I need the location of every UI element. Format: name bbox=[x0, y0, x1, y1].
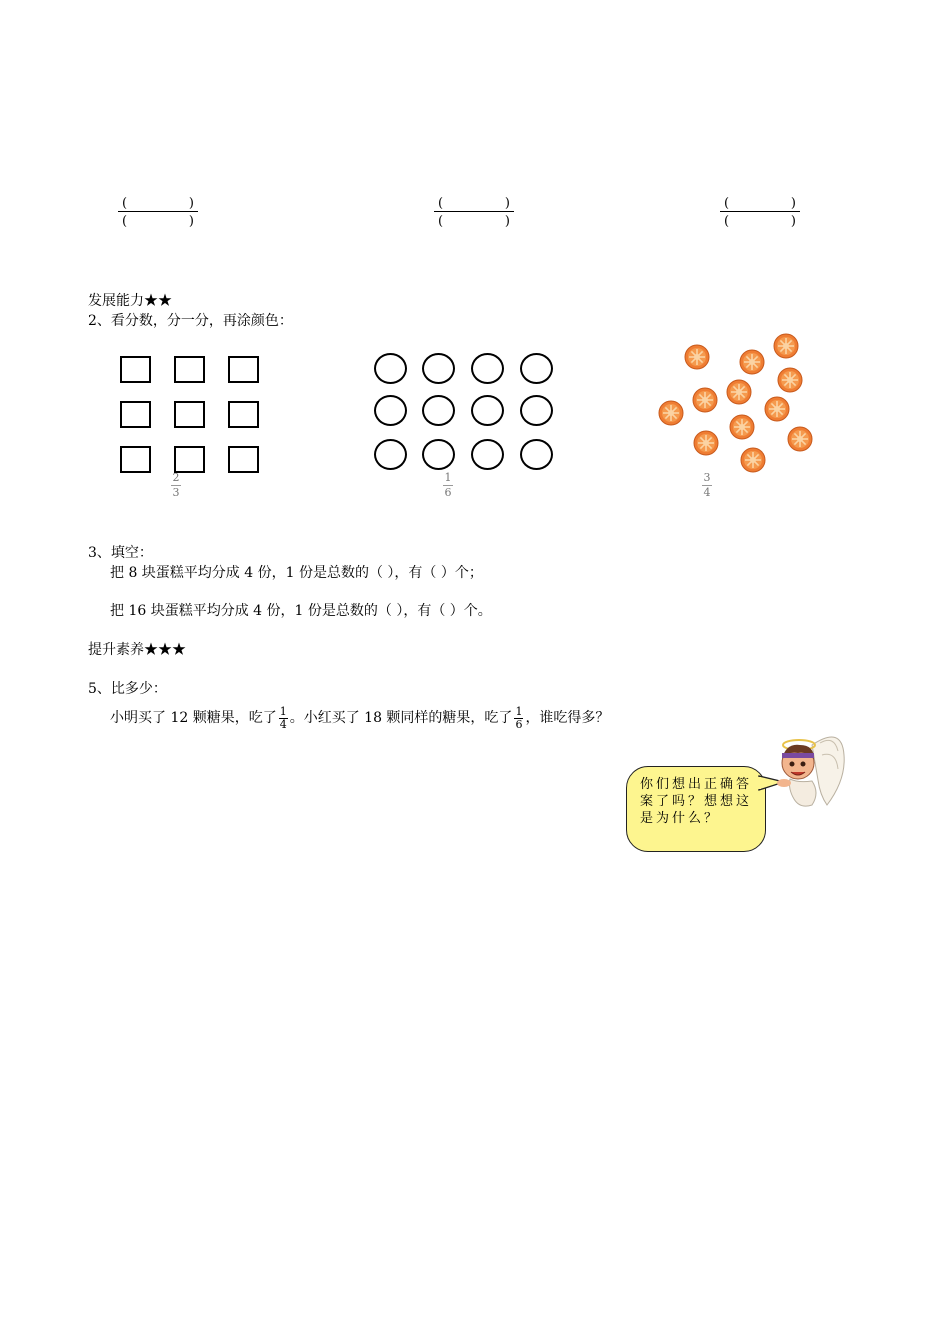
circle-shape[interactable] bbox=[374, 353, 407, 384]
inline-fraction: $\frac{1}{6}$ bbox=[515, 704, 523, 731]
circle-shape[interactable] bbox=[471, 353, 504, 384]
question-3-line-1: 把 8 块蛋糕平均分成 4 份，1 份是总数的（ ），有（ ）个； bbox=[110, 565, 483, 581]
speech-bubble-text: 你们想出正确答案了吗？想想这是为什么？ bbox=[640, 777, 753, 826]
circle-shape[interactable] bbox=[374, 439, 407, 470]
question-3-line-2: 把 16 块蛋糕平均分成 4 份，1 份是总数的（ ），有（ ）个。 bbox=[110, 603, 492, 619]
figure-fraction-3: 3 4 bbox=[703, 471, 711, 499]
square-shape[interactable] bbox=[174, 446, 205, 473]
square-shape[interactable] bbox=[120, 356, 151, 383]
circle-shape[interactable] bbox=[422, 439, 455, 470]
fraction-blank-3[interactable]: ( ) ( ) bbox=[720, 196, 800, 236]
cookie-icon bbox=[694, 431, 718, 455]
cookie-icon bbox=[659, 401, 683, 425]
fraction-blank-2[interactable]: ( ) ( ) bbox=[434, 196, 514, 236]
cookie-icon bbox=[788, 427, 812, 451]
square-shape[interactable] bbox=[120, 401, 151, 428]
circle-shape[interactable] bbox=[471, 439, 504, 470]
fraction-blank-1[interactable]: ( ) ( ) bbox=[118, 196, 198, 236]
angel-character-icon bbox=[772, 725, 847, 815]
square-shape[interactable] bbox=[174, 401, 205, 428]
inline-fraction: $\frac{1}{4}$ bbox=[279, 704, 287, 731]
cookie-icon bbox=[685, 345, 709, 369]
figure-fraction-1: 2 3 bbox=[172, 471, 180, 499]
circle-shape[interactable] bbox=[471, 395, 504, 426]
circle-shape[interactable] bbox=[422, 395, 455, 426]
square-shape[interactable] bbox=[120, 446, 151, 473]
question-5-text: 小明买了 12 颗糖果，吃了 $\frac{1}{4}$ 。小红买了 18 颗同样的糖果，吃了 $\frac{1}{6}$ ，谁吃得多？ bbox=[110, 704, 610, 731]
circle-shape[interactable] bbox=[520, 395, 553, 426]
square-shape[interactable] bbox=[228, 356, 259, 383]
cookie-icon bbox=[765, 397, 789, 421]
cookie-icon bbox=[730, 415, 754, 439]
circle-shape[interactable] bbox=[374, 395, 407, 426]
question-3-heading: 3、填空： bbox=[88, 545, 153, 561]
section-develop-heading: 发展能力★★ bbox=[88, 293, 172, 309]
cookie-icon bbox=[727, 380, 751, 404]
question-5-heading: 5、比多少： bbox=[88, 681, 167, 697]
figure-fraction-2: 1 6 bbox=[444, 471, 452, 499]
cookie-icon bbox=[774, 334, 798, 358]
section-improve-heading: 提升素养★★★ bbox=[88, 642, 186, 658]
square-shape[interactable] bbox=[228, 401, 259, 428]
square-shape[interactable] bbox=[174, 356, 205, 383]
circle-shape[interactable] bbox=[520, 353, 553, 384]
cookie-icon bbox=[778, 368, 802, 392]
circle-shape[interactable] bbox=[520, 439, 553, 470]
question-2-heading: 2、看分数，分一分，再涂颜色： bbox=[88, 313, 293, 329]
cookie-icon bbox=[740, 350, 764, 374]
square-shape[interactable] bbox=[228, 446, 259, 473]
circle-shape[interactable] bbox=[422, 353, 455, 384]
cookie-icon bbox=[693, 388, 717, 412]
cookie-cluster bbox=[650, 328, 820, 478]
cookie-icon bbox=[741, 448, 765, 472]
